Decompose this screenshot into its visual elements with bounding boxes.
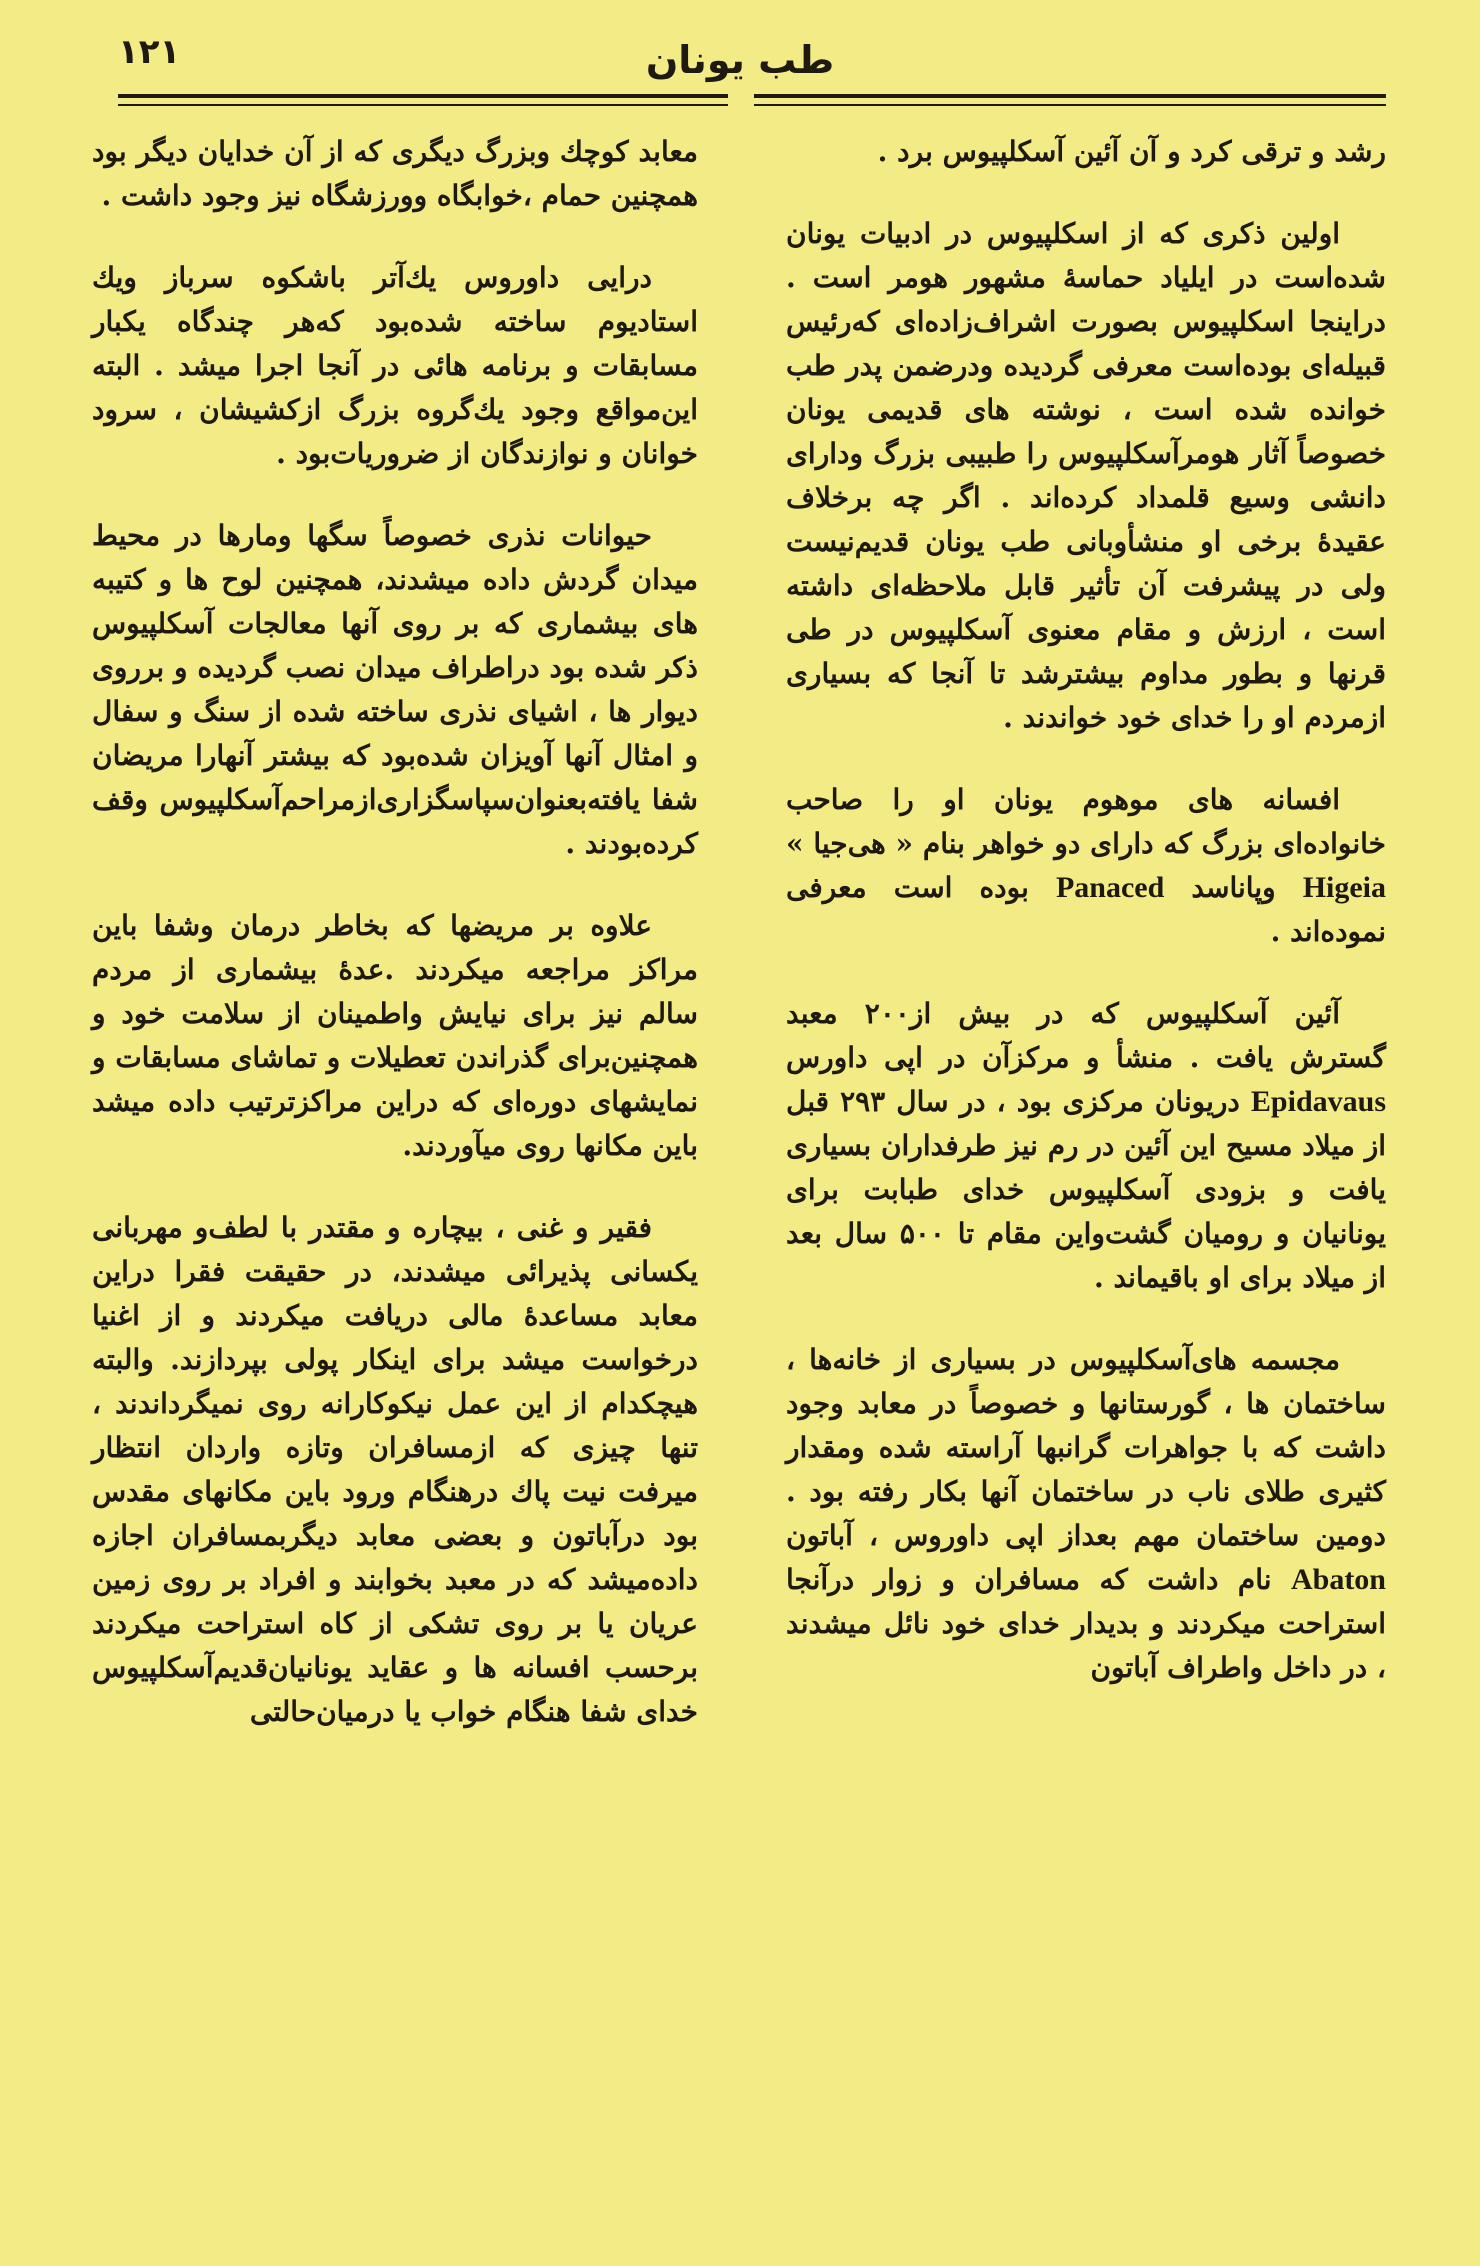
- paragraph: علاوه بر مریضها که بخاطر درمان وشفا باین مراکز مراجعه میکردند .عدهٔ بیشماری از مردم سالم نیز برای نیایش واطمینان از سلامت خود و همچنین‌برای گذراندن تعطیلات و تماشای مسابقات و نمایشهای دوره‌ای که دراین مراکزترتیب داده میشد باین مکانها روی میآوردند.: [92, 909, 698, 1162]
- paragraph-text: آئین آسکلپیوس که در بیش از۲۰۰ معبد گسترش یافت . منشأ و مرکزآن در اپی داورس: [786, 997, 1386, 1074]
- running-title: طب یونان: [645, 38, 835, 82]
- paragraph: [786, 778, 1386, 954]
- paragraph-text: دریونان مرکزی بود ، در سال ۲۹۳ قبل از میلاد مسیح این آئین در رم نیز طرفداران بسیاری یافت و بزودی آسکلپیوس خدای طبابت برای یونانیان و رومیان گشت‌واین مقام تا ۵۰۰ سال بعد از میلاد برای او باقیماند .: [786, 1085, 1386, 1294]
- right-column: [786, 130, 1386, 1728]
- paragraph: [786, 992, 1386, 1300]
- paragraph: [786, 1338, 1386, 1690]
- paragraph-text: وپاناسد: [1191, 871, 1276, 904]
- paragraph-text: نام داشت که مسافران و زوار درآنجا استراحت میکردند و بدیدار خدای خود نائل میشدند ، در داخل واطراف آباتون: [786, 1563, 1386, 1684]
- paragraph: فقیر و غنی ، بیچاره و مقتدر با لطف‌و مهربانی یکسانی پذیرائی میشدند، در حقیقت فقرا دراین معابد مساعدهٔ مالی دریافت میکردند و از اغنیا درخواست میشد برای اینکار پولی بپردازند. والبته هیچکدام از این عمل نیکوکارانه روی نمیگرداندند ، تنها چیزی که ازمسافران وتازه واردان انتظار میرفت نیت پاك درهنگام ورود باین مکانهای مقدس بود درآباتون و بعضی معابد دیگربمسافران اجازه داده‌میشد که در معبد بخوابند و افراد بر روی زمین عریان یا بر روی تشکی از کاه استراحت میکردند برحسب افسانه ها و عقاید یونانیان‌قدیم‌آسکلپیوس خدای شفا هنگام خواب یا درمیان‌حالتی: [92, 1211, 698, 1728]
- paragraph: درایی داوروس یك‌آتر باشکوه سرباز ویك استادیوم ساخته شده‌بود که‌هر چندگاه یکبار مسابقات و برنامه هائی در آنجا اجرا میشد . البته این‌مواقع وجود یك‌گروه بزرگ ازکشیشان ، سرود خوانان و نوازندگان از ضروریات‌بود .: [92, 261, 698, 470]
- latin-term: Panaced: [1055, 871, 1165, 904]
- paragraph: معابد کوچك وبزرگ دیگری که از آن خدایان دیگر بود همچنین حمام ،خوابگاه وورزشگاه نیز وجود داشت .: [92, 135, 699, 212]
- latin-term: Higeia: [1302, 871, 1387, 904]
- latin-term: Epidavaus: [1250, 1085, 1386, 1118]
- paragraph: اولین ذکری که از اسکلپیوس در ادبیات یونان شده‌است در ایلیاد حماسهٔ مشهور هومر است . دراینجا اسکلپیوس بصورت اشراف‌زاده‌ای که‌رئیس قبیله‌ای بوده‌است معرفی گردیده ودرضمن پدر طب خوانده شده است ، نوشته های قدیمی یونان خصوصاً آثار هومرآسکلپیوس را طبیبی بزرگ ودارای دانشی وسیع قلمداد کرده‌اند . اگر چه برخلاف عقیدهٔ برخی او منشأوبانی طب یونان قدیم‌نیست ولی در پیشرفت آن تأثیر قابل ملاحظه‌ای داشته است ، ارزش و مقام معنوی آسکلپیوس در طی قرنها و بطور مداوم بیشترشد تا آنجا که بسیاری ازمردم او را خدای خود خواندند .: [786, 217, 1386, 734]
- page-header: [0, 0, 1480, 110]
- header-rule-gap: [728, 90, 754, 110]
- paragraph: حیوانات نذری خصوصاً سگها ومارها در محیط میدان گردش داده میشدند، همچنین لوح ها و کتیبه های بیشماری که بر روی آنها معالجات آسکلپیوس ذکر شده بود دراطراف میدان نصب گردیده و برروی دیوار ها ، اشیای نذری ساخته شده از سنگ و سفال و امثال آنها آویزان شده‌بود که بیشتر آنهارا مریضان شفا یافته‌بعنوان‌سپاسگزاری‌ازمراحم‌آسکلپیوس وقف کرده‌بودند .: [92, 519, 698, 860]
- left-column: [92, 130, 698, 1772]
- paragraph-text: مجسمه های‌آسکلپیوس در بسیاری از خانه‌ها ، ساختمان ها ، گورستانها و خصوصاً در معابد وجود داشت که با جواهرات گرانبها آراسته شده ومقدار کثیری طلای ناب در ساختمان آنها بکار رفته بود . دومین ساختمان مهم بعداز اپی داوروس ، آباتون: [786, 1343, 1386, 1552]
- paragraph: رشد و ترقی کرد و آن آئین آسکلپیوس برد .: [877, 135, 1386, 168]
- paragraph-text: بوده است معرفی نموده‌اند .: [786, 871, 1386, 948]
- latin-term: Abaton: [1290, 1563, 1386, 1596]
- page-number: ۱۲۱: [118, 32, 181, 72]
- paragraph-text: افسانه های موهوم یونان او را صاحب خانواده‌ای بزرگ که دارای دو خواهر بنام « هی‌جیا »: [786, 783, 1386, 860]
